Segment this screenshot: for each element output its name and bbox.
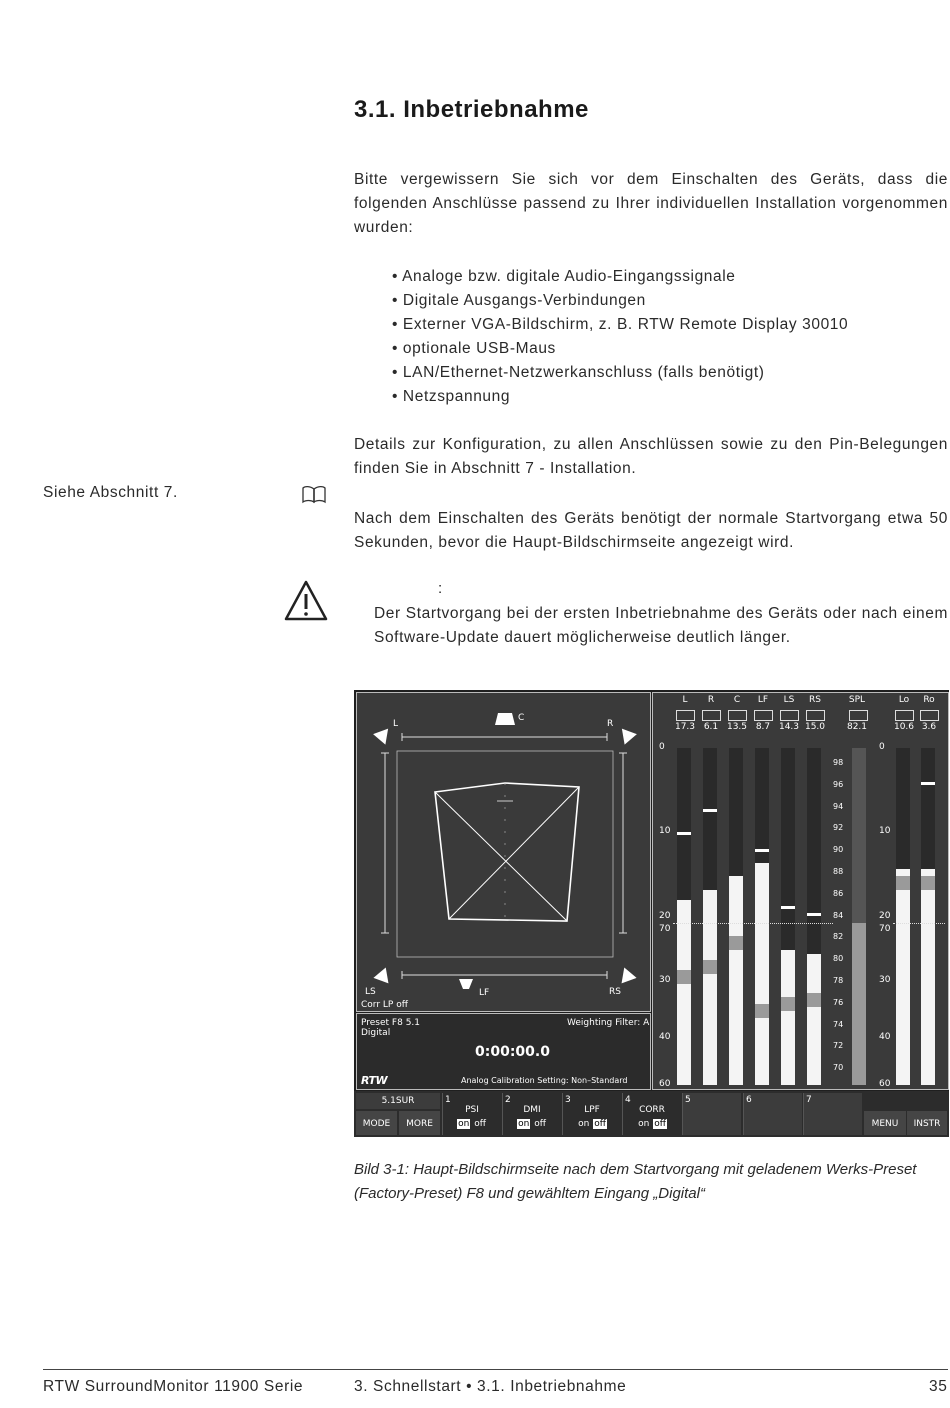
channel-label-rs: RS <box>609 987 621 997</box>
spl-scale-label: 82 <box>833 932 844 942</box>
toggle-off: off <box>594 1119 606 1129</box>
spl-scale-label: 74 <box>833 1019 844 1029</box>
softkey-7 <box>803 1093 862 1135</box>
meter-value-lf: 8.7 <box>755 722 771 732</box>
spl-fill <box>852 923 866 1085</box>
meter-ls-fill <box>781 950 795 1085</box>
softkey-number: 3 <box>565 1095 571 1105</box>
meter-lf-fill <box>755 863 769 1085</box>
softkey-toggle <box>563 1119 621 1129</box>
softkey-3[interactable] <box>562 1093 621 1135</box>
softkey-label: DMI <box>523 1105 541 1115</box>
softkey-number: 2 <box>505 1095 511 1105</box>
softkey-2[interactable] <box>502 1093 561 1135</box>
meter-label-rs: RS <box>809 695 821 705</box>
scale-tick-label: 0 <box>879 742 885 752</box>
meter-label-r: R <box>707 695 715 705</box>
softkey-5 <box>682 1093 741 1135</box>
softkey-number: 4 <box>625 1095 631 1105</box>
softkey-4[interactable] <box>622 1093 681 1135</box>
softkey-number: 5 <box>685 1095 691 1105</box>
mode-button-label: MODE <box>362 1119 391 1129</box>
menu-button[interactable] <box>864 1111 906 1135</box>
softkey-label: PSI <box>465 1105 479 1115</box>
meter-ro-fill <box>921 869 935 1085</box>
meter-value-lo: 10.6 <box>893 722 915 732</box>
warning-icon <box>283 579 329 623</box>
channel-label-lf: LF <box>479 988 490 998</box>
meter-l-fill <box>677 900 691 1085</box>
scale-tick-label: 60 <box>879 1079 891 1089</box>
softkey-toggle <box>443 1119 501 1129</box>
meter-lf-hold <box>755 849 769 852</box>
spl-scale-label: 98 <box>833 758 844 767</box>
spl-scale-label: 80 <box>833 954 844 964</box>
meter-value-ls: 14.3 <box>778 722 800 732</box>
meter-label-ls: LS <box>783 695 795 705</box>
meter-value-box <box>676 710 695 721</box>
connection-list <box>392 265 848 409</box>
softkey-number: 7 <box>806 1095 812 1105</box>
preset-name: Preset F8 5.1 <box>361 1018 421 1028</box>
meter-value-box <box>806 710 825 721</box>
corr-lp-status: Corr LP off <box>361 1000 408 1010</box>
meter-value-ro: 3.6 <box>921 722 937 732</box>
surround-vector-panel <box>356 692 651 1012</box>
intro-paragraph: Bitte vergewissern Sie sich vor dem Einschalten des Geräts, dass die folgenden Anschlüsse passend zu Ihrer individuellen Installation vorgenommen wurden: <box>354 171 948 236</box>
toggle-off: off <box>654 1119 666 1129</box>
softkey-number: 6 <box>746 1095 752 1105</box>
meter-value-box <box>754 710 773 721</box>
softkey-label: CORR <box>639 1105 665 1115</box>
level-meters-panel <box>652 692 949 1090</box>
softkey-toggle <box>503 1119 561 1129</box>
meter-label-c: C <box>733 695 741 705</box>
softkey-6 <box>743 1093 802 1135</box>
meter-l-peak <box>677 970 691 984</box>
meter-ls-hold <box>781 906 795 909</box>
spl-scale-label: 96 <box>833 779 844 789</box>
meter-lf-peak <box>755 1004 769 1018</box>
main-screen-figure <box>354 690 949 1137</box>
scale-tick-label: 10 <box>879 826 891 837</box>
channel-label-c: C <box>518 713 525 723</box>
page-number: 35 <box>929 1378 948 1395</box>
meter-value-c: 13.5 <box>726 722 748 732</box>
softkey-1[interactable] <box>442 1093 501 1135</box>
section-heading: 3.1. Inbetriebnahme <box>354 96 589 123</box>
meter-rs-peak <box>807 993 821 1007</box>
note-text: Der Startvorgang bei der ersten Inbetriebnahme des Geräts oder nach einem Software-Update dauert möglicherweise deutlich länger. <box>374 605 948 646</box>
meter-lo-peak <box>896 876 910 890</box>
list-item: • Externer VGA-Bildschirm, z. B. RTW Remote Display 30010 <box>392 316 849 333</box>
scale-tick-label: 40 <box>879 1031 891 1042</box>
meter-value-rs: 15.0 <box>804 722 826 732</box>
spl-scale-label: 72 <box>833 1041 844 1051</box>
softkey-toggle <box>623 1119 681 1129</box>
timer-readout: 0:00:00.0 <box>475 1044 550 1060</box>
footer-product: RTW SurroundMonitor 11900 Serie <box>43 1378 304 1395</box>
spl-scale-label: 76 <box>833 997 844 1007</box>
book-icon <box>301 485 327 505</box>
meter-c-fill <box>729 876 743 1085</box>
list-item: • Digitale Ausgangs-Verbindungen <box>392 292 646 309</box>
meter-label-l: L <box>682 695 688 705</box>
meter-bars <box>653 693 948 1089</box>
meter-value-l: 17.3 <box>674 722 696 732</box>
spl-label: SPL <box>848 695 866 705</box>
meter-value-r: 6.1 <box>703 722 719 732</box>
meter-lo-fill <box>896 869 910 1085</box>
weighting-filter: Weighting Filter: A <box>567 1018 650 1028</box>
rtw-logo: RTW <box>361 1074 388 1087</box>
startup-paragraph: Nach dem Einschalten des Geräts benötigt der normale Startvorgang etwa 50 Sekunden, bevor die Haupt-Bildschirmseite angezeigt wird. <box>354 510 948 551</box>
scale-tick-label: 20 <box>879 910 891 921</box>
instr-button[interactable] <box>907 1111 947 1135</box>
meter-value-box <box>920 710 939 721</box>
mode-value: 5.1SUR <box>381 1096 415 1106</box>
input-name: Digital <box>361 1028 391 1038</box>
channel-label-l: L <box>393 719 399 729</box>
meter-ro-hold <box>921 782 935 785</box>
calibration-setting: Analog Calibration Setting: Non–Standard <box>461 1076 628 1085</box>
scale-tick-label: 30 <box>659 974 671 985</box>
spl-value-box <box>849 710 868 721</box>
scale-ref-label: 70 <box>879 923 891 934</box>
spl-scale-label: 70 <box>833 1063 844 1073</box>
meter-ls-peak <box>781 997 795 1011</box>
meter-r-fill <box>703 890 717 1085</box>
meter-label-ro: Ro <box>923 695 935 705</box>
more-button-label: MORE <box>406 1119 433 1129</box>
vector-display <box>357 693 650 1011</box>
toggle-on: on <box>638 1119 650 1129</box>
meter-l-hold <box>677 832 691 835</box>
toggle-off: off <box>474 1119 486 1129</box>
status-panel <box>356 1013 651 1090</box>
figure-caption: Bild 3-1: Haupt-Bildschirmseite nach dem Startvorgang mit geladenem Werks-Preset (Factory-Preset) F8 und gewähltem Eingang „Digital“ <box>354 1161 917 1202</box>
note-label: : <box>438 580 443 597</box>
meter-value-box <box>728 710 747 721</box>
meter-ro-peak <box>921 876 935 890</box>
spl-scale-label: 84 <box>833 910 844 920</box>
list-item: • Netzspannung <box>392 388 511 405</box>
softkey-bar <box>354 1091 949 1137</box>
menu-button-label: MENU <box>871 1119 899 1129</box>
reference-line <box>673 923 833 924</box>
scale-tick-label: 30 <box>879 974 891 985</box>
meter-rs-fill <box>807 954 821 1085</box>
spl-scale-label: 86 <box>833 888 844 898</box>
list-item: • Analoge bzw. digitale Audio-Eingangssignale <box>392 268 736 285</box>
scale-tick-label: 20 <box>659 910 671 921</box>
meter-r-hold <box>703 809 717 812</box>
spl-scale-label: 88 <box>833 867 844 876</box>
spl-scale-label: 90 <box>833 845 844 855</box>
meter-rs-hold <box>807 913 821 916</box>
meter-label-lo: Lo <box>898 695 910 705</box>
meter-label-lf: LF <box>757 695 769 705</box>
meter-r-peak <box>703 960 717 974</box>
meter-value-box <box>780 710 799 721</box>
softkey-number: 1 <box>445 1095 451 1105</box>
meter-value-box <box>895 710 914 721</box>
scale-ref-label: 70 <box>659 923 671 934</box>
spl-scale-label: 78 <box>833 976 844 985</box>
softkey-slots <box>354 1091 949 1137</box>
toggle-on: on <box>458 1119 470 1129</box>
footer-section: 3. Schnellstart • 3.1. Inbetriebnahme <box>354 1378 627 1395</box>
toggle-on: on <box>578 1119 590 1129</box>
scale-tick-label: 60 <box>659 1079 671 1089</box>
scale-tick-label: 10 <box>659 826 671 837</box>
toggle-off: off <box>534 1119 546 1129</box>
spl-scale-label: 94 <box>833 801 844 811</box>
softkey-label: LPF <box>584 1105 600 1115</box>
spl-value: 82.1 <box>846 722 868 732</box>
details-paragraph: Details zur Konfiguration, zu allen Anschlüssen sowie zu den Pin-Belegungen finden Sie in Abschnitt 7 - Installation. <box>354 436 948 477</box>
footer-divider <box>43 1369 948 1370</box>
reference-line <box>893 923 945 924</box>
list-item: • optionale USB-Maus <box>392 340 556 357</box>
margin-note: Siehe Abschnitt 7. <box>43 484 178 501</box>
toggle-on: on <box>518 1119 530 1129</box>
spl-scale-label: 92 <box>833 823 844 833</box>
scale-tick-label: 40 <box>659 1031 671 1042</box>
instr-button-label: INSTR <box>913 1119 941 1129</box>
channel-label-ls: LS <box>365 987 376 997</box>
channel-label-r: R <box>607 719 614 729</box>
scale-tick-label: 0 <box>659 742 665 752</box>
meter-c-peak <box>729 936 743 950</box>
list-item: • LAN/Ethernet-Netzwerkanschluss (falls benötigt) <box>392 364 765 381</box>
meter-value-box <box>702 710 721 721</box>
